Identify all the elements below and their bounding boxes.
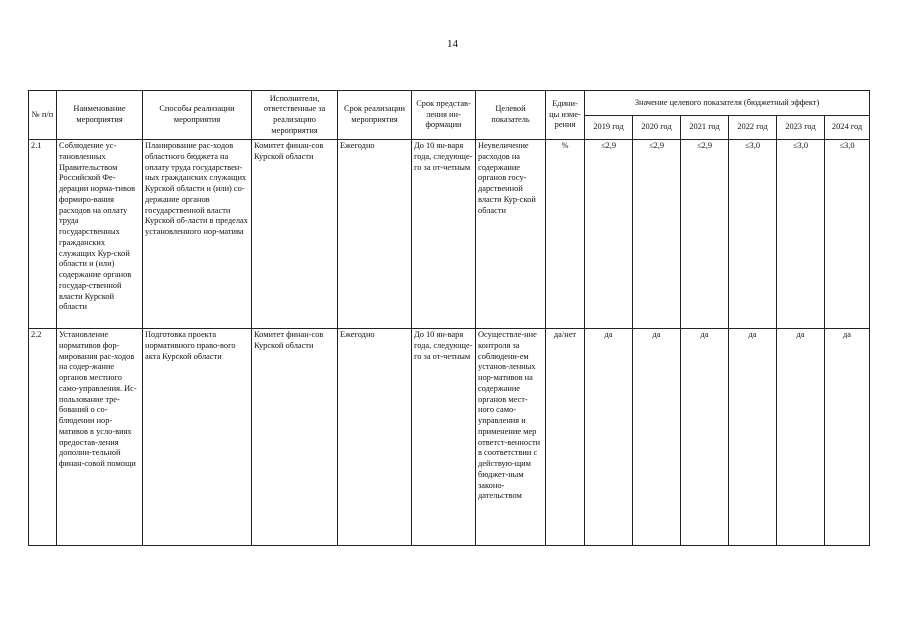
measures-table — [28, 90, 870, 546]
header-methods: Способы реализации мероприятия — [143, 91, 252, 140]
header-units: Едини-цы изме-рения — [546, 91, 585, 140]
cell-term: Ежегодно — [338, 329, 412, 546]
cell-value: да — [633, 329, 681, 546]
cell-value: да — [825, 329, 870, 546]
header-num: № п/п — [29, 91, 57, 140]
cell-methods: Планирование рас-ходов областного бюджета на оплату труда государствен-ных гражданских служащих Курской области и (или) со-держание органов государственной власти Курской об-ласти в пределах установленного нор-матива — [143, 140, 252, 329]
cell-num: 2.1 — [29, 140, 57, 329]
cell-methods: Подготовка проекта нормативного право-вого акта Курской области — [143, 329, 252, 546]
table-row — [29, 140, 870, 329]
cell-units: да/нет — [546, 329, 585, 546]
cell-executors: Комитет финан-сов Курской области — [252, 140, 338, 329]
header-year: 2024 год — [825, 116, 870, 140]
cell-report: До 10 ян-варя года, следующе-го за от-четным — [412, 329, 476, 546]
header-year: 2023 год — [777, 116, 825, 140]
cell-value: ≤2,9 — [633, 140, 681, 329]
cell-report: До 10 ян-варя года, следующе-го за от-четным — [412, 140, 476, 329]
cell-executors: Комитет финан-сов Курской области — [252, 329, 338, 546]
cell-value: ≤2,9 — [681, 140, 729, 329]
cell-value: да — [777, 329, 825, 546]
header-report: Срок представ-ления ин-формации — [412, 91, 476, 140]
page-number: 14 — [447, 38, 458, 50]
cell-value: да — [681, 329, 729, 546]
header-term: Срок реализации мероприятия — [338, 91, 412, 140]
cell-name: Соблюдение ус-тановленных Правительством Российской Фе-дерации норма-тивов формиро-вания расходов на оплату труда государственных гражданских служащих Кур-ской области и (или) содержание органов государ-ственной власти Курской области — [57, 140, 143, 329]
cell-name: Установление нормативов фор-мирования рас-ходов на содер-жание органов местного само-управления. Ис-пользование тре-бований о со-блюдении нор-мативов в усло-виях предостав-ления дополни-тельной финан-совой помощи — [57, 329, 143, 546]
header-indicator-group: Значение целевого показателя (бюджетный эффект) — [585, 91, 870, 116]
header-executors: Исполнители, ответственные за реализацию мероприятия — [252, 91, 338, 140]
cell-value: ≤3,0 — [825, 140, 870, 329]
cell-value: да — [585, 329, 633, 546]
cell-num: 2.2 — [29, 329, 57, 546]
cell-target: Неувеличение расходов на содержание органов госу-дарственной власти Кур-ской области — [476, 140, 546, 329]
header-row — [29, 91, 870, 116]
cell-value: да — [729, 329, 777, 546]
cell-term: Ежегодно — [338, 140, 412, 329]
cell-target: Осуществле-ние контроля за соблюдени-ем установ-ленных нор-мативов на содержание органов мест-ного само-управления и применение мер ответст-венности в соответствии с действую-щим бюджет-ным законо-дательством — [476, 329, 546, 546]
cell-value: ≤3,0 — [777, 140, 825, 329]
header-year: 2022 год — [729, 116, 777, 140]
header-year: 2020 год — [633, 116, 681, 140]
header-year: 2019 год — [585, 116, 633, 140]
cell-units: % — [546, 140, 585, 329]
cell-value: ≤3,0 — [729, 140, 777, 329]
header-target: Целевой показатель — [476, 91, 546, 140]
table-row — [29, 329, 870, 546]
header-year: 2021 год — [681, 116, 729, 140]
header-name: Наименование мероприятия — [57, 91, 143, 140]
cell-value: ≤2,9 — [585, 140, 633, 329]
